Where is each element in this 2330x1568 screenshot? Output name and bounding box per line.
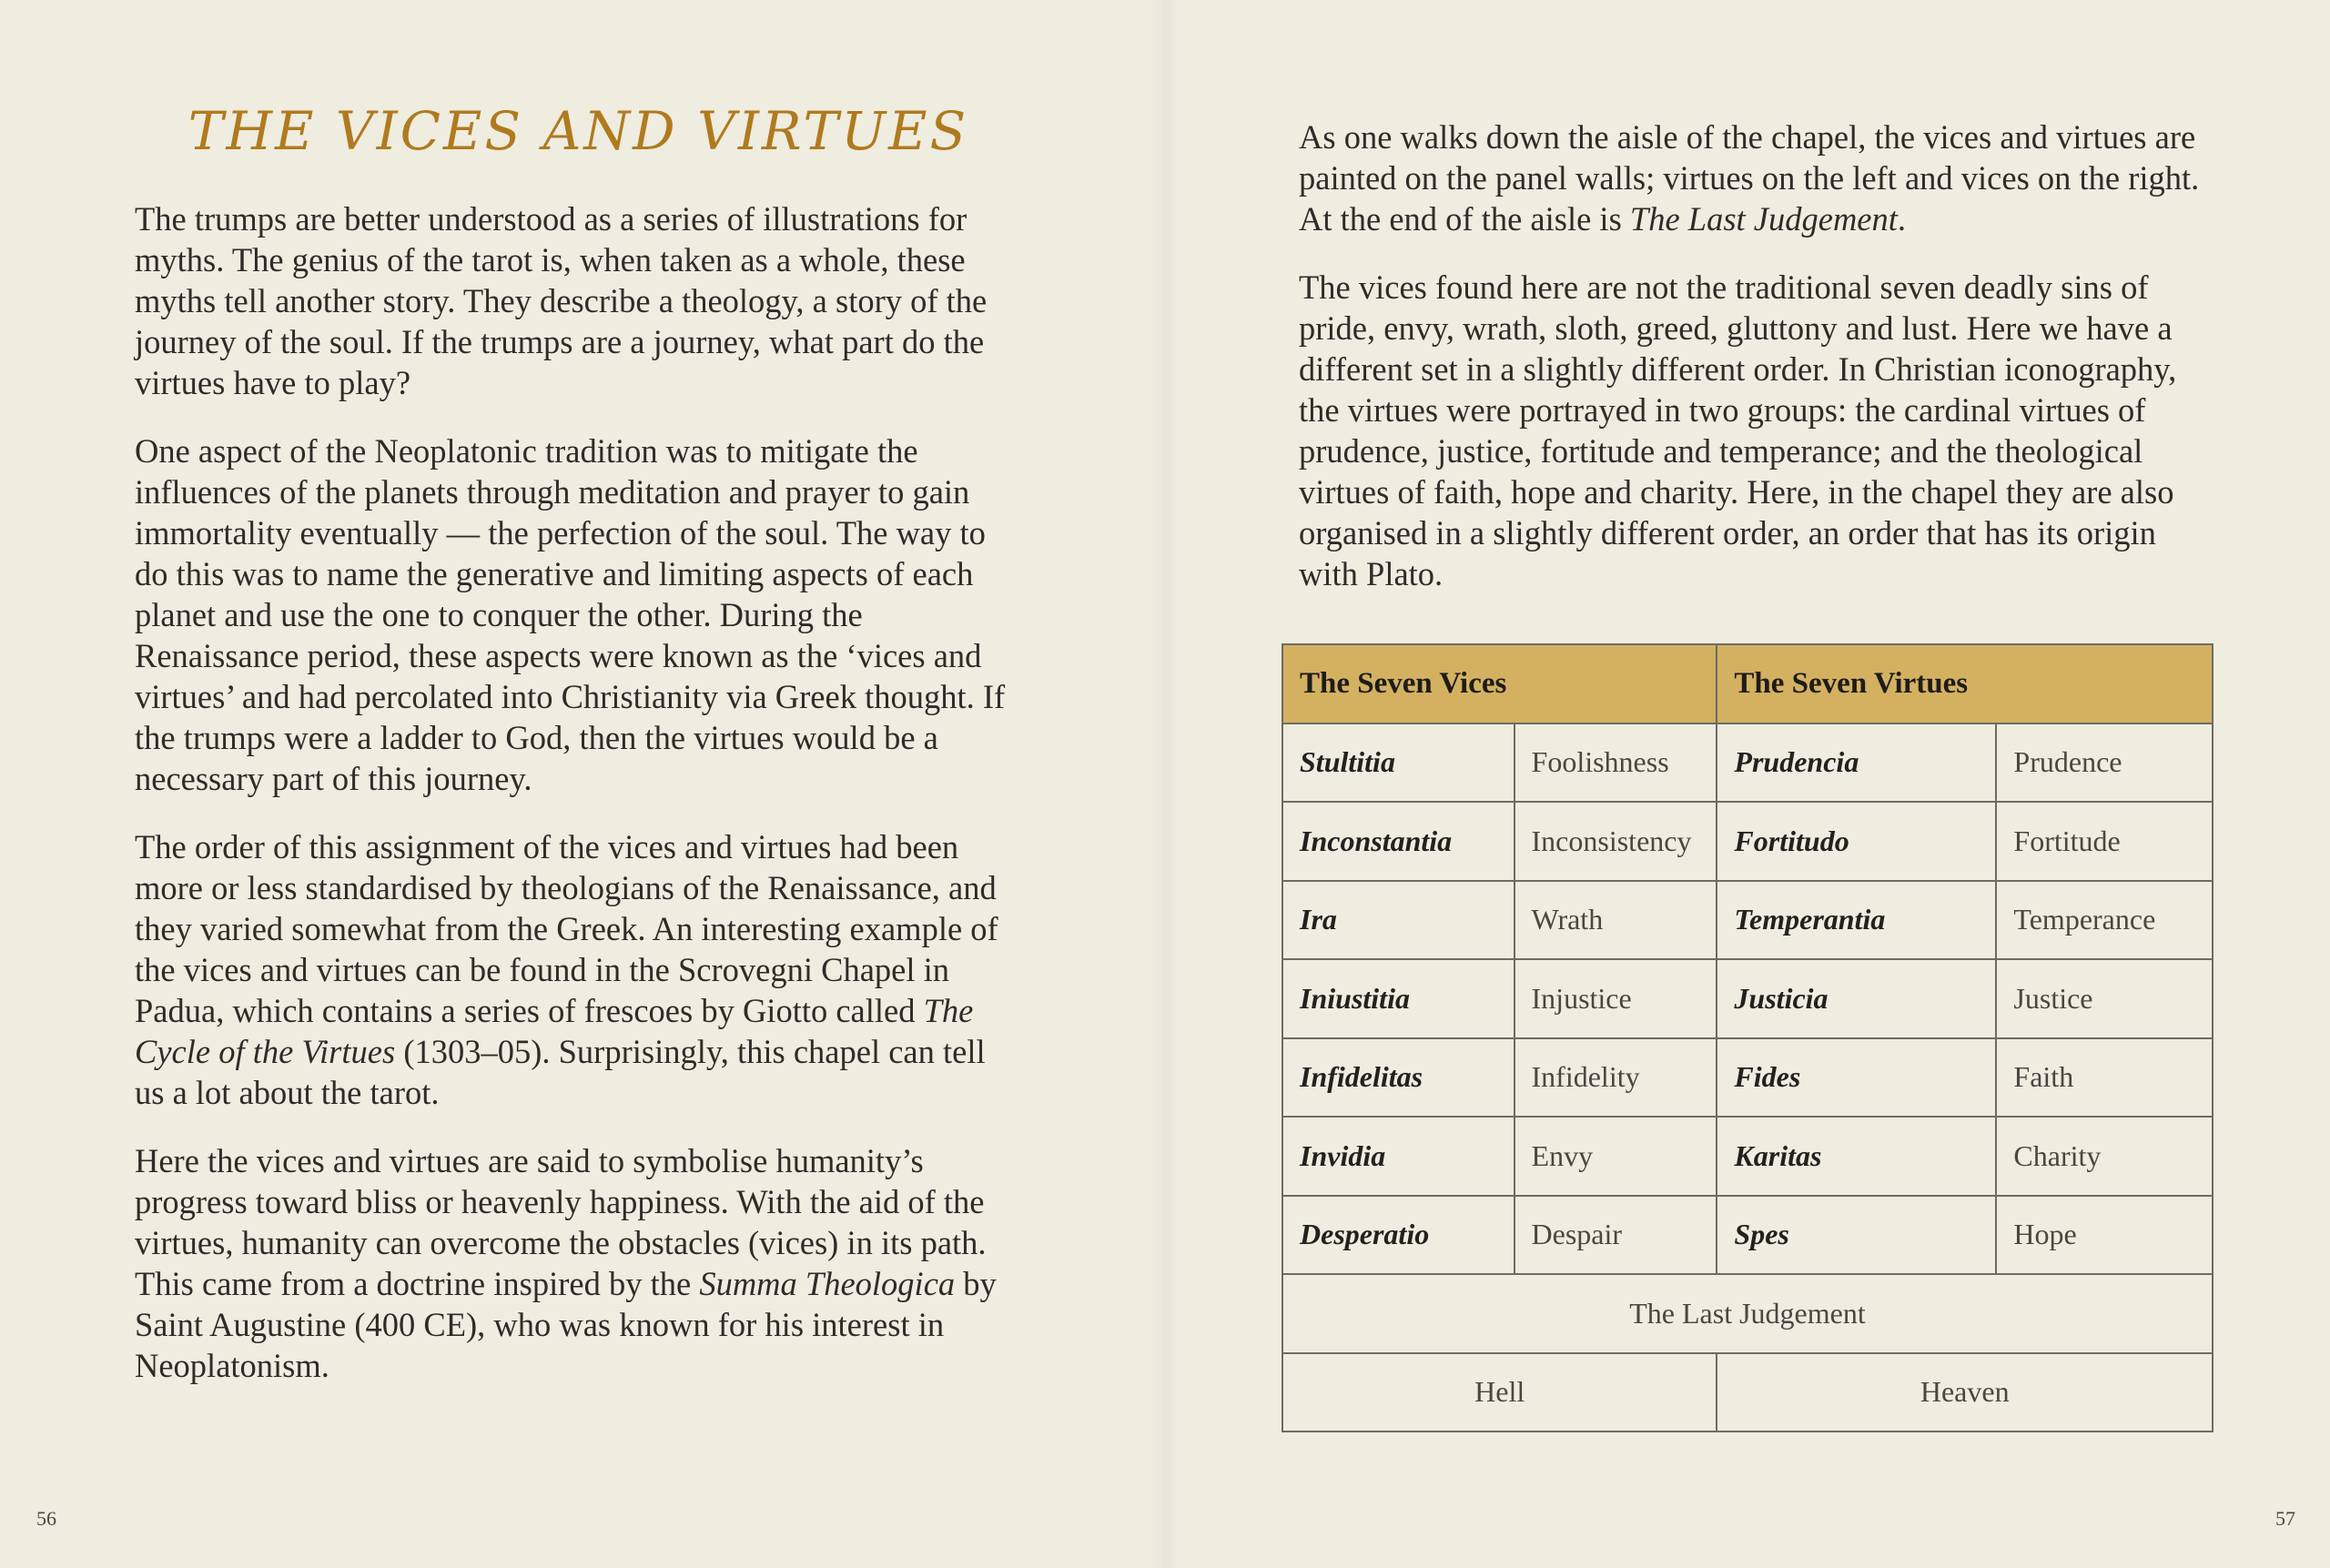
virtue-latin: Prudencia	[1717, 723, 1996, 803]
text-run: The vices found here are not the traditional seven deadly sins of pride, envy, wrath, sloth, greed, gluttony and lust. Here we have a different set in a slightly different order. In Christian iconography, the virtues were portrayed in two groups: the cardinal virtues of prudence, justice, fortitude and temperance; and the theological virtues of faith, hope and charity. Here, in the chapel they are also organised in a slightly different order, an order that has its origin with Plato.	[1299, 268, 2177, 592]
virtue-english: Faith	[1996, 1038, 2213, 1118]
header-seven-vices: The Seven Vices	[1282, 644, 1717, 723]
chapter-title: THE VICES AND VIRTUES	[187, 100, 969, 162]
table-row	[1282, 1196, 2213, 1275]
vices-virtues-table	[1282, 643, 2214, 1432]
text-run: One aspect of the Neoplatonic tradition was to mitigate the influences of the planets through meditation and prayer to gain immortality eventually — the perfection of the soul. The way to do this was to name the generative and limiting aspects of each planet and use the one to conquer the other. During the Renaissance period, these aspects were known as the ‘vices and virtues’ and had percolated into Christianity via Greek thought. If the trumps were a ladder to God, then the virtues would be a necessary part of this journey.	[135, 432, 1006, 797]
italic-title-run: Summa Theologica	[699, 1265, 956, 1302]
virtue-latin: Justicia	[1717, 959, 1996, 1038]
last-judgement-row	[1282, 1274, 2213, 1353]
page-number-left: 56	[36, 1507, 56, 1530]
vice-latin: Iniustitia	[1282, 959, 1514, 1038]
left-paragraph-1	[135, 198, 1022, 403]
table-row	[1282, 1038, 2213, 1118]
italic-title-run: The Last Judgement	[1629, 200, 1898, 238]
vice-english: Infidelity	[1514, 1038, 1717, 1118]
left-paragraph-4	[135, 1140, 1022, 1386]
table-row	[1282, 959, 2213, 1038]
virtue-english: Charity	[1996, 1117, 2213, 1196]
table-header-row	[1282, 644, 2213, 723]
left-paragraph-2	[135, 430, 1022, 799]
virtue-english: Prudence	[1996, 723, 2213, 803]
table-row	[1282, 1117, 2213, 1196]
text-run: As one walks down the aisle of the chapel, the vices and virtues are painted on the panel walls; virtues on the left and vices on the right. At the end of the aisle is	[1299, 118, 2200, 238]
vice-english: Envy	[1514, 1117, 1717, 1196]
header-seven-virtues: The Seven Virtues	[1717, 644, 2213, 723]
page-gutter	[1151, 0, 1179, 1568]
table-row	[1282, 881, 2213, 960]
vice-latin: Invidia	[1282, 1117, 1514, 1196]
text-run: (1303–05). Surprisingly, this chapel can tell us a lot about the tarot.	[135, 1033, 986, 1111]
page-number-right: 57	[2275, 1507, 2295, 1530]
right-paragraph-1	[1299, 116, 2218, 239]
vice-latin: Ira	[1282, 881, 1514, 960]
vice-latin: Inconstantia	[1282, 802, 1514, 881]
vice-english: Foolishness	[1514, 723, 1717, 803]
heaven-cell: Heaven	[1717, 1353, 2213, 1432]
text-run: Here the vices and virtues are said to symbolise humanity’s progress toward bliss or heavenly happiness. With the aid of the virtues, humanity can overcome the obstacles (vices) in its path. This came from a doctrine inspired by the	[135, 1142, 987, 1302]
hell-heaven-row	[1282, 1353, 2213, 1432]
virtue-english: Fortitude	[1996, 802, 2213, 881]
vice-english: Injustice	[1514, 959, 1717, 1038]
virtue-latin: Spes	[1717, 1196, 1996, 1275]
vice-latin: Stultitia	[1282, 723, 1514, 803]
vice-english: Wrath	[1514, 881, 1717, 960]
hell-cell: Hell	[1282, 1353, 1717, 1432]
text-run: by Saint Augustine (400 CE), who was known for his interest in Neoplatonism.	[135, 1265, 997, 1384]
text-run: .	[1897, 200, 1907, 238]
left-paragraph-3	[135, 826, 1022, 1113]
table-row	[1282, 723, 2213, 803]
vice-english: Despair	[1514, 1196, 1717, 1275]
vice-latin: Infidelitas	[1282, 1038, 1514, 1118]
table-row	[1282, 802, 2213, 881]
text-run: The trumps are better understood as a series of illustrations for myths. The genius of the tarot is, when taken as a whole, these myths tell another story. They describe a theology, a story of the journey of the soul. If the trumps are a journey, what part do the virtues have to play?	[135, 200, 988, 401]
last-judgement-cell: The Last Judgement	[1282, 1274, 2213, 1353]
virtue-latin: Fortitudo	[1717, 802, 1996, 881]
right-page	[1299, 116, 2218, 622]
vice-english: Inconsistency	[1514, 802, 1717, 881]
virtue-latin: Karitas	[1717, 1117, 1996, 1196]
virtue-english: Temperance	[1996, 881, 2213, 960]
right-paragraph-2	[1299, 267, 2218, 594]
virtue-english: Justice	[1996, 959, 2213, 1038]
left-page	[135, 100, 1022, 1413]
virtue-english: Hope	[1996, 1196, 2213, 1275]
italic-title-run: The Cycle of the Virtues	[135, 992, 974, 1070]
text-run: The order of this assignment of the vices and virtues had been more or less standardised by theologians of the Renaissance, and they varied somewhat from the Greek. An interesting example of the vices and virtues can be found in the Scrovegni Chapel in Padua, which contains a series of frescoes by Giotto called	[135, 828, 998, 1029]
vice-latin: Desperatio	[1282, 1196, 1514, 1275]
virtue-latin: Temperantia	[1717, 881, 1996, 960]
virtue-latin: Fides	[1717, 1038, 1996, 1118]
